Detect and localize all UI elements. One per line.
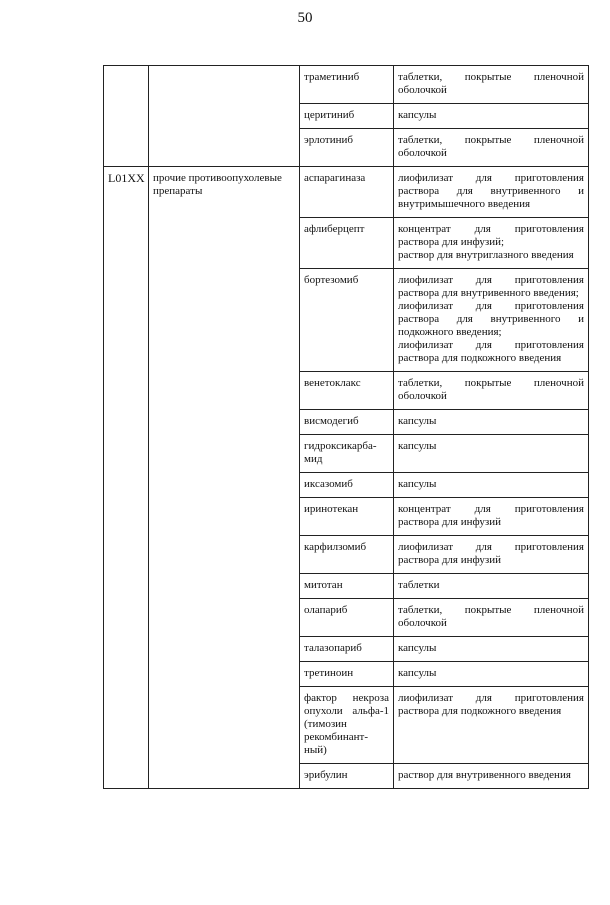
drug-table xyxy=(103,65,589,789)
drug-name-cell: венетоклакс xyxy=(300,372,394,410)
drug-name-cell: талазопариб xyxy=(300,637,394,662)
drug-name-cell: бортезомиб xyxy=(300,269,394,372)
page-number: 50 xyxy=(297,10,313,26)
dosage-form-text: лиофилизат для приготовления раствора для подкожного введения xyxy=(398,692,584,717)
empty-code-cell xyxy=(104,66,149,167)
drug-name-cell: аспарагиназа xyxy=(300,167,394,218)
dosage-form-cell xyxy=(394,764,589,789)
dosage-form-text: лиофилизат для приготовления раствора для подкожного введения xyxy=(398,339,584,364)
dosage-form-text: лиофилизат для приготовления раствора для внутривенного и подкожного введения; xyxy=(398,300,584,338)
dosage-form-cell xyxy=(394,218,589,269)
drug-name-cell: траметиниб xyxy=(300,66,394,104)
dosage-form-text: концентрат для приготовления раствора для инфузий xyxy=(398,503,584,528)
dosage-form-text: таблетки xyxy=(398,579,440,591)
table-body xyxy=(104,66,589,789)
drug-name-cell: висмодегиб xyxy=(300,410,394,435)
drug-name-cell: третиноин xyxy=(300,662,394,687)
dosage-form-cell xyxy=(394,498,589,536)
dosage-form-cell xyxy=(394,129,589,167)
dosage-form-text: таблетки, покрытые пленочной оболочкой xyxy=(398,134,584,159)
drug-name-cell: эрлотиниб xyxy=(300,129,394,167)
dosage-form-cell xyxy=(394,536,589,574)
drug-name-cell: олапариб xyxy=(300,599,394,637)
dosage-form-text: капсулы xyxy=(398,415,437,427)
drug-name-cell: церитиниб xyxy=(300,104,394,129)
dosage-form-text: капсулы xyxy=(398,440,437,452)
drug-name-cell: фактор некроза опухоли альфа-1 (тимозин рекомбинант-ный) xyxy=(300,687,394,764)
dosage-form-cell xyxy=(394,269,589,372)
dosage-form-cell xyxy=(394,167,589,218)
dosage-form-cell xyxy=(394,473,589,498)
drug-name-cell: афлиберцепт xyxy=(300,218,394,269)
dosage-form-text: капсулы xyxy=(398,478,437,490)
dosage-form-text: таблетки, покрытые пленочной оболочкой xyxy=(398,604,584,629)
table-row xyxy=(104,66,589,104)
atc-code-cell: L01XX xyxy=(104,167,149,789)
dosage-form-cell xyxy=(394,410,589,435)
dosage-form-cell xyxy=(394,104,589,129)
table-row xyxy=(104,167,589,218)
dosage-form-cell xyxy=(394,372,589,410)
dosage-form-text: раствор для внутривенного введения xyxy=(398,769,571,781)
drug-name-cell: иринотекан xyxy=(300,498,394,536)
drug-name-cell: митотан xyxy=(300,574,394,599)
dosage-form-text: лиофилизат для приготовления раствора для внутривенного введения; xyxy=(398,274,584,299)
dosage-form-cell xyxy=(394,574,589,599)
dosage-form-cell xyxy=(394,599,589,637)
drug-name-cell: эрибулин xyxy=(300,764,394,789)
dosage-form-cell xyxy=(394,662,589,687)
dosage-form-text: лиофилизат для приготовления раствора для инфузий xyxy=(398,541,584,566)
empty-group-cell xyxy=(149,66,300,167)
dosage-form-text: концентрат для приготовления раствора для инфузий; xyxy=(398,223,584,248)
dosage-form-cell xyxy=(394,435,589,473)
drug-name-cell: иксазомиб xyxy=(300,473,394,498)
atc-group-cell: прочие противоопухолевые препараты xyxy=(149,167,300,789)
drug-name-cell: гидроксикарба-мид xyxy=(300,435,394,473)
dosage-form-text: раствор для внутриглазного введения xyxy=(398,249,574,261)
dosage-form-cell xyxy=(394,637,589,662)
dosage-form-text: капсулы xyxy=(398,642,437,654)
dosage-form-cell xyxy=(394,66,589,104)
dosage-form-text: лиофилизат для приготовления раствора для внутривенного и внутримышечного введения xyxy=(398,172,584,210)
dosage-form-text: таблетки, покрытые пленочной оболочкой xyxy=(398,377,584,402)
dosage-form-cell xyxy=(394,687,589,764)
drug-name-cell: карфилзомиб xyxy=(300,536,394,574)
dosage-form-text: капсулы xyxy=(398,667,437,679)
dosage-form-text: капсулы xyxy=(398,109,437,121)
dosage-form-text: таблетки, покрытые пленочной оболочкой xyxy=(398,71,584,96)
